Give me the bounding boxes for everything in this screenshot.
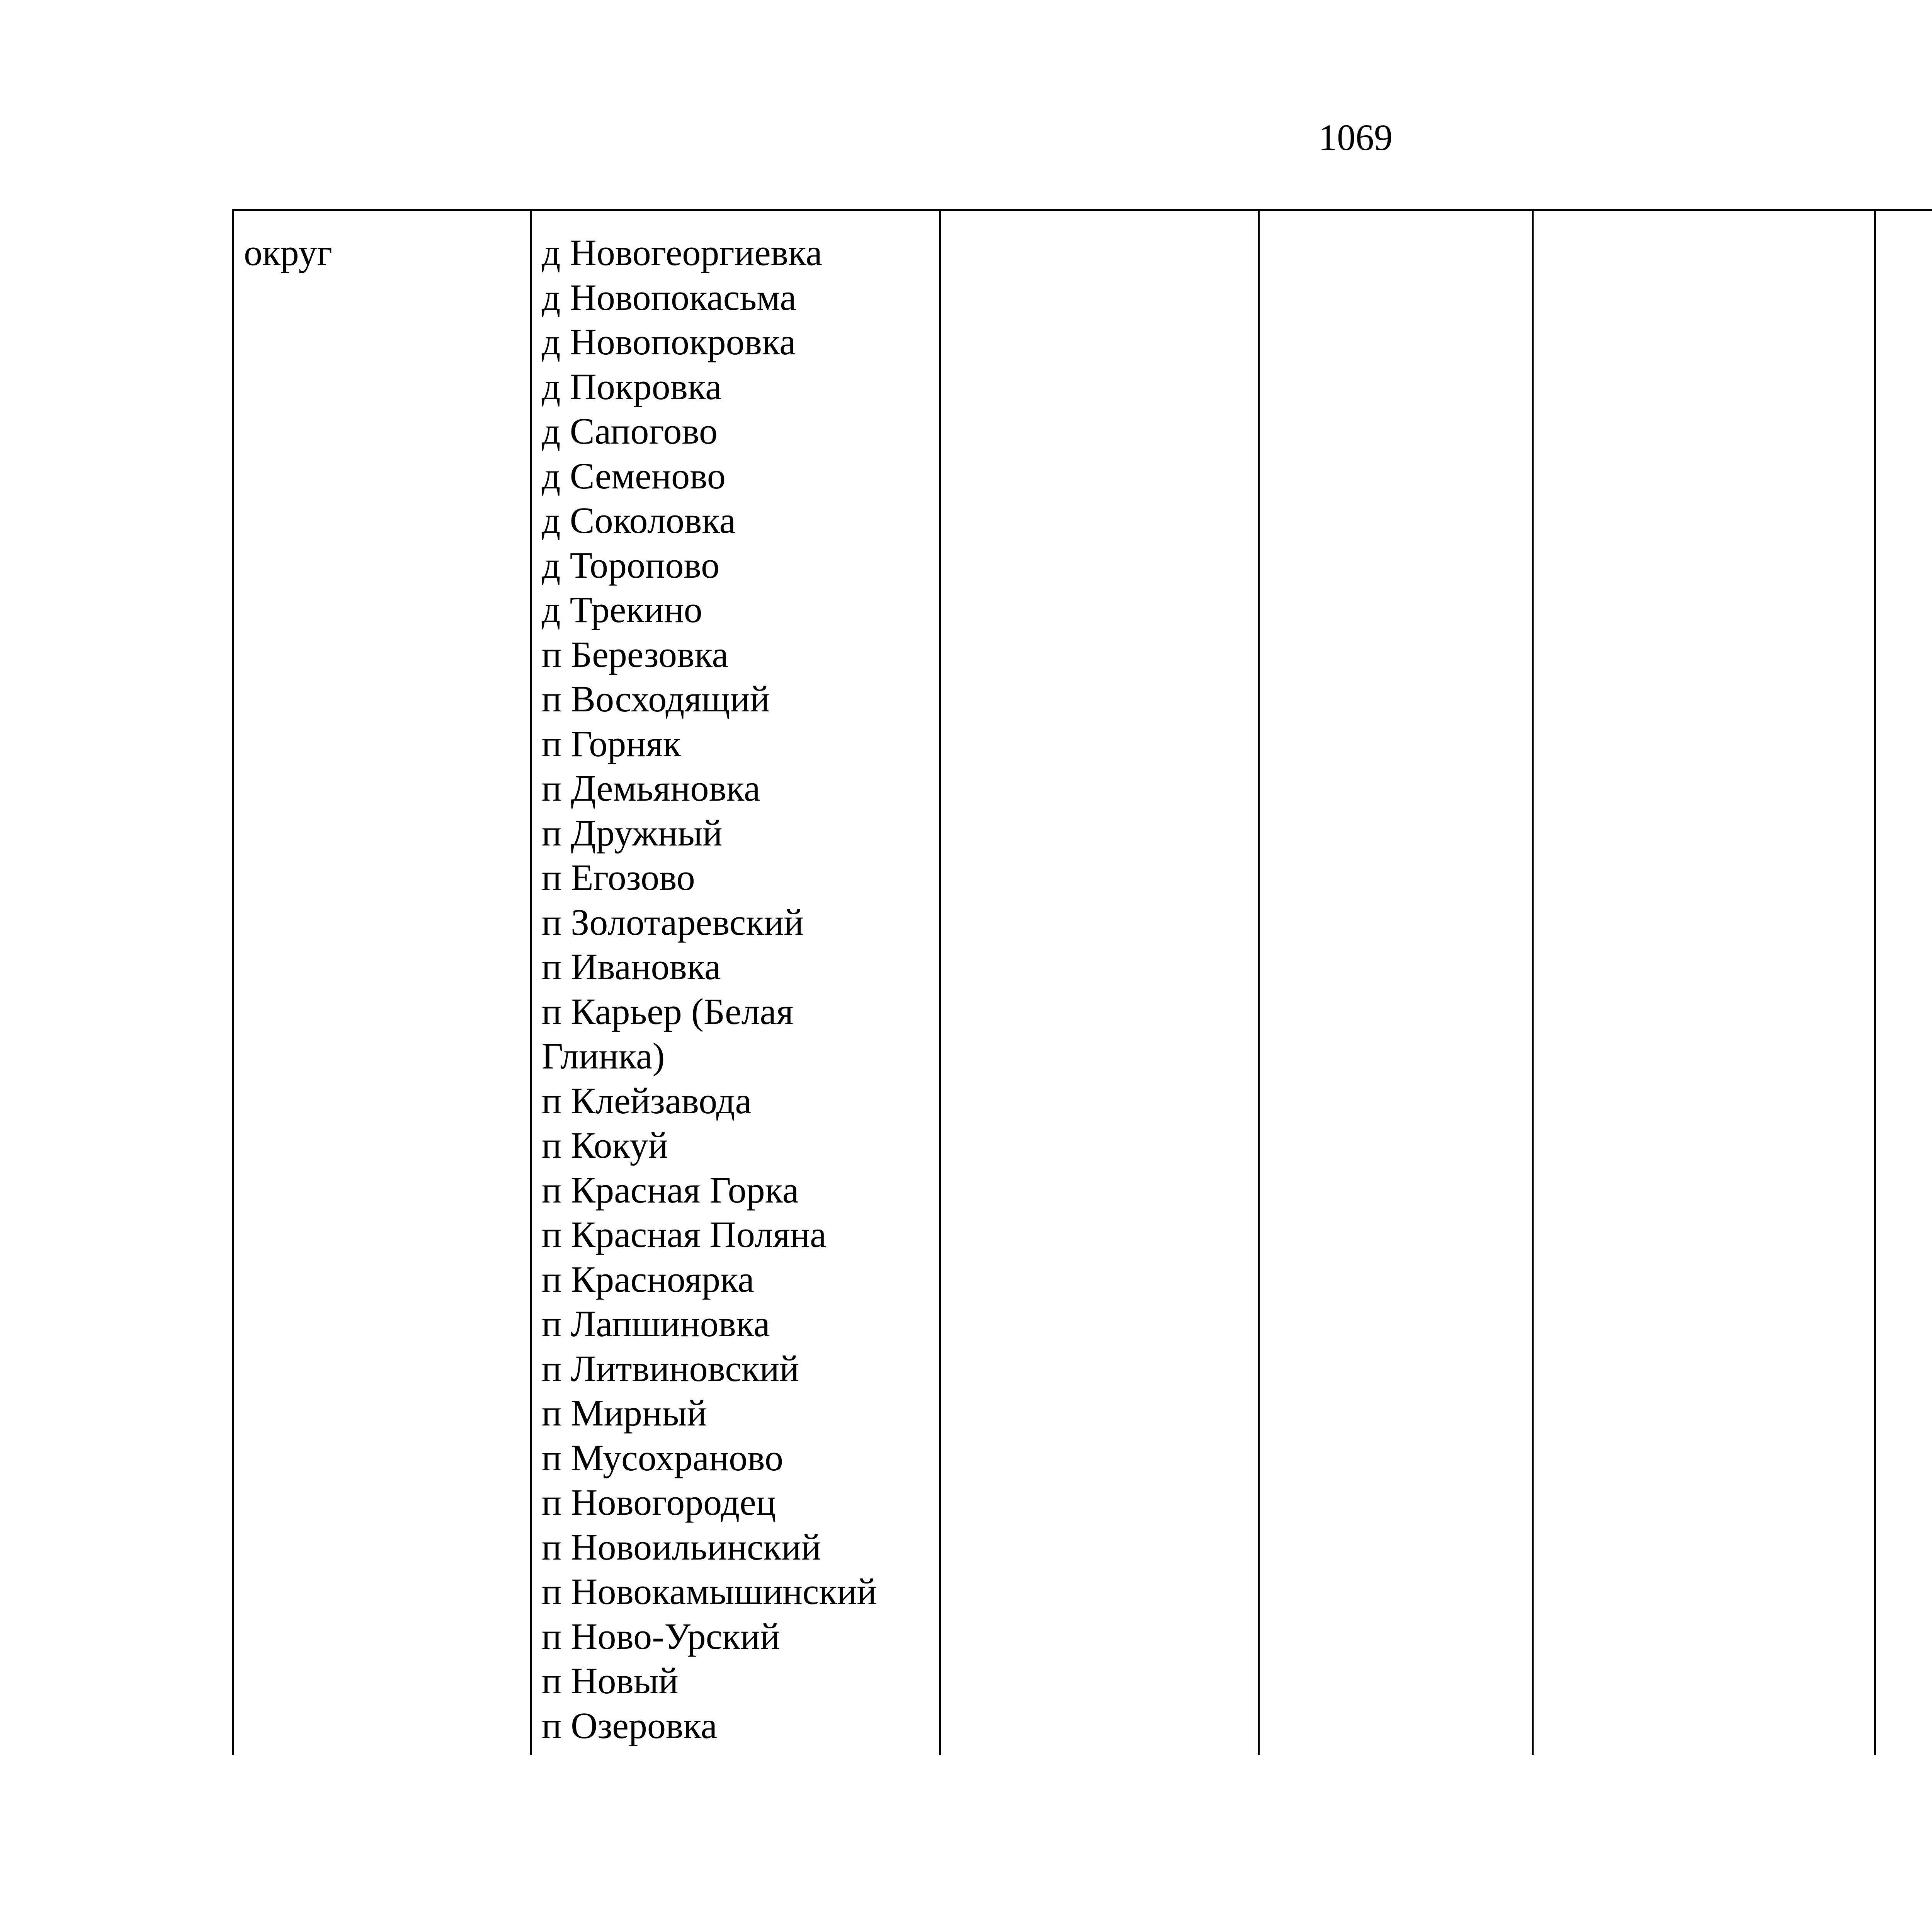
settlement-item: д Покровка xyxy=(541,366,722,407)
settlement-list xyxy=(542,230,929,1748)
settlement-item: п Лапшиновка xyxy=(541,1303,770,1344)
settlement-item: п Золотаревский xyxy=(541,901,804,943)
settlement-item: п Дружный xyxy=(541,812,723,854)
table-cell-col5 xyxy=(1534,211,1876,1755)
settlement-item: п Новоильинский xyxy=(541,1526,821,1568)
table-cell-col4 xyxy=(1260,211,1534,1755)
settlement-item: д Новопокасьма xyxy=(541,276,796,318)
settlement-item: д Трекино xyxy=(541,589,702,630)
settlement-item: п Озеровка xyxy=(541,1704,718,1746)
settlement-item: п Красная Поляна xyxy=(541,1214,827,1255)
settlement-item: п Красноярка xyxy=(541,1258,754,1300)
settlement-item: п Новый xyxy=(541,1660,679,1701)
table-cell-col6 xyxy=(1876,211,1932,1755)
settlement-item: п Демьяновка xyxy=(541,767,760,809)
settlement-item: д Семеново xyxy=(541,455,726,497)
settlement-item: п Мирный xyxy=(541,1392,707,1434)
settlement-item: п Ивановка xyxy=(541,946,721,987)
settlement-item: п Ново-Урский xyxy=(541,1615,780,1657)
settlement-item: п Клейзавода xyxy=(541,1080,752,1121)
settlement-item: п Литвиновский xyxy=(541,1347,799,1389)
district-label: округ xyxy=(244,232,332,273)
settlement-item: д Сапогово xyxy=(541,410,718,452)
settlement-item: п Карьер (Белая Глинка) xyxy=(541,990,794,1077)
page-number: 1069 xyxy=(1318,117,1393,158)
settlement-item: п Новогородец xyxy=(541,1482,776,1523)
table-cell-settlements xyxy=(532,211,941,1755)
settlement-item: д Новопокровка xyxy=(541,321,796,362)
settlement-item: д Соколовка xyxy=(541,500,736,541)
settlement-item: п Мусохраново xyxy=(541,1437,783,1478)
table-cell-col3 xyxy=(941,211,1260,1755)
table-cell-district xyxy=(234,211,532,1755)
settlement-item: п Егозово xyxy=(541,857,695,898)
settlement-item: п Кокуй xyxy=(541,1124,668,1166)
settlement-item: п Восходящий xyxy=(541,678,770,720)
settlement-item: д Новогеоргиевка xyxy=(541,232,822,273)
settlement-item: п Красная Горка xyxy=(541,1169,799,1211)
settlement-item: п Новокамышинский xyxy=(541,1571,877,1612)
settlement-item: п Березовка xyxy=(541,633,729,675)
settlement-item: п Горняк xyxy=(541,723,681,764)
settlement-item: д Торопово xyxy=(541,544,720,586)
settlements-table xyxy=(232,209,1932,1755)
